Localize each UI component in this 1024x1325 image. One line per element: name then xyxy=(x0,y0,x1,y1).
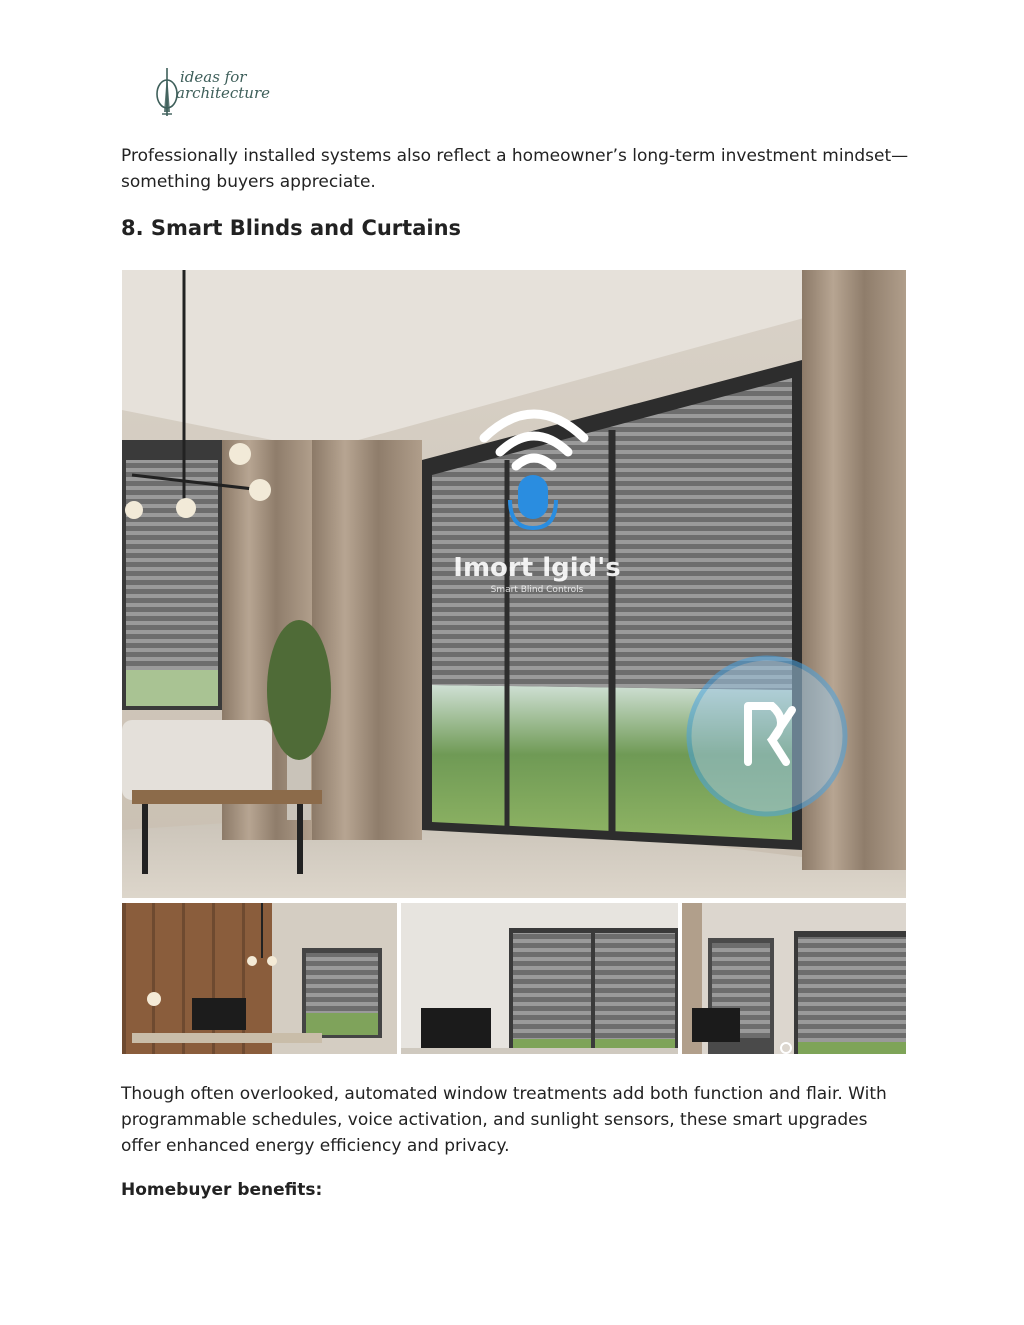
overlay-subtitle: Smart Blind Controls xyxy=(490,585,584,595)
thumbnail-window-blinds xyxy=(682,903,906,1054)
site-logo xyxy=(156,64,271,124)
logo-line-2: architecture xyxy=(176,83,271,102)
tower-logo-icon xyxy=(156,64,178,120)
logo-line-1: ideas for xyxy=(180,68,247,86)
logo-wordmark xyxy=(176,68,271,102)
section-heading: 8. Smart Blinds and Curtains xyxy=(121,216,462,240)
thumbnail-living-room xyxy=(122,903,397,1054)
overlay-title: Imort lgid's xyxy=(453,553,621,583)
smart-control-ring-icon xyxy=(689,658,845,814)
hero-image-smart-blinds xyxy=(122,270,906,898)
benefits-subheading: Homebuyer benefits: xyxy=(121,1180,323,1200)
intro-paragraph: Professionally installed systems also reflect a homeowner’s long-term investment mindset—something buyers appreciate. xyxy=(121,146,909,192)
thumbnail-tv-room xyxy=(401,903,678,1054)
body-paragraph: Though often overlooked, automated window treatments add both function and flair. With programmable schedules, voice activation, and sunlight sensors, these smart upgrades offer enhanced energy efficiency and privacy. xyxy=(121,1084,887,1156)
